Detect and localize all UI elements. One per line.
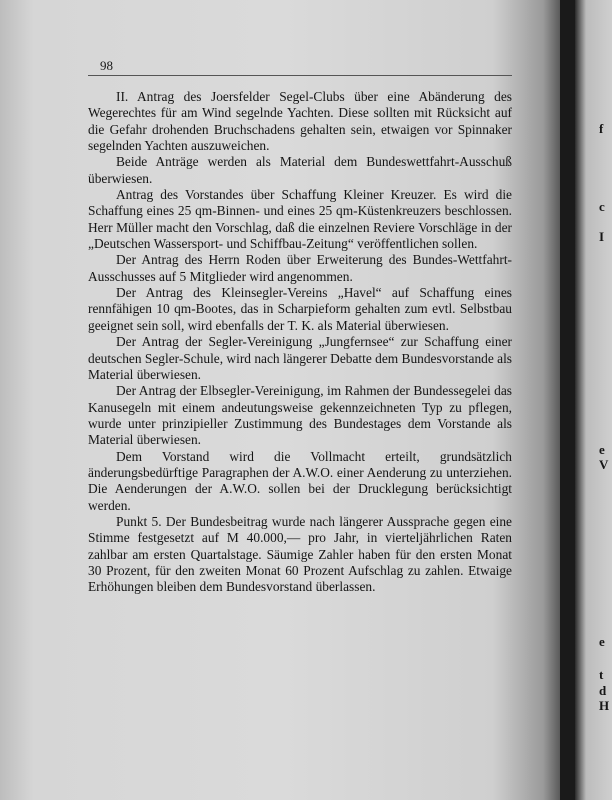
paragraph-antrag-jungfernsee: Der Antrag der Segler-Vereinigung „Jungfernsee“ zur Schaffung einer deutschen Segler-Schule, wird nach längerer Debatte dem Bundesvorstande als Material überwiesen. (88, 334, 512, 382)
body-text (88, 89, 512, 596)
facing-page-letter: c (599, 199, 605, 214)
paragraph-vollmacht: Dem Vorstand wird die Vollmacht erteilt, grundsätzlich änderungsbedürftige Paragraphen der A.W.O. einer Aenderung zu unterziehen. Die Aenderungen der A.W.O. sollen bei der Drucklegung berücksichtigt werden. (88, 448, 512, 513)
facing-page-letter: I (599, 229, 605, 244)
facing-page-letter: V (599, 457, 609, 472)
facing-page-letter: t (599, 667, 604, 682)
facing-page-letter: e (599, 442, 605, 457)
facing-page-letter: H (599, 698, 610, 713)
paragraph-punkt-5: Punkt 5. Der Bundesbeitrag wurde nach längerer Aussprache gegen eine Stimme festgesetzt auf M 40.000,— pro Jahr, in vierteljährlichen Raten zahlbar am ersten Quartalstage. Säumige Zahler haben für den ersten Monat 30 Prozent, für den zweiten Monat 60 Prozent Aufschlag zu zahlen. Etwaige Erhöhungen bleiben dem Bundesvorstand überlassen. (88, 513, 512, 595)
page-number: 98 (100, 58, 113, 73)
facing-page-letter: f (599, 121, 604, 136)
facing-page-edge (575, 0, 612, 800)
paragraph-antrag-havel: Der Antrag des Kleinsegler-Vereins „Havel“ auf Schaffung eines rennfähigen 10 qm-Bootes, das in Scharpieform gehalten zum evtl. Selbstbau geeignet sein soll, wird ebenfalls der T. K. als Material überwiesen. (88, 285, 512, 333)
paragraph-beide-antraege: Beide Anträge werden als Material dem Bundeswettfahrt-Ausschuß überwiesen. (88, 154, 512, 186)
paragraph-antrag-joersfelder: II. Antrag des Joersfelder Segel-Clubs über eine Abänderung des Wegerechtes für am Wind segelnde Yachten. Diese sollten mit Rücksicht auf die Gefahr drohenden Bruchschadens gehalten sein, etwaigen vor Spinnaker segelnden Yachten auszuweichen. (88, 89, 512, 154)
paragraph-kleiner-kreuzer: Antrag des Vorstandes über Schaffung Kleiner Kreuzer. Es wird die Schaffung eines 25 qm-Binnen- und eines 25 qm-Küstenkreuzers beschlossen. Herr Müller macht den Vorschlag, daß die einzelnen Reviere Vorschläge in der „Deutschen Wassersport- und Schiffbau-Zeitung“ veröffentlichen sollen. (88, 187, 512, 252)
paragraph-antrag-elbsegler: Der Antrag der Elbsegler-Vereinigung, im Rahmen der Bundessegelei das Kanusegeln mit einem andeutungsweise gekennzeichneten Typ zu pflegen, wurde unter prinzipieller Zustimmung des Bundestages dem Vorstande als Material überwiesen. (88, 383, 512, 448)
paragraph-antrag-roden: Der Antrag des Herrn Roden über Erweiterung des Bundes-Wettfahrt-Ausschusses auf 5 Mitglieder wird angenommen. (88, 252, 512, 284)
facing-page-letter: d (599, 683, 607, 698)
facing-page-letter: e (599, 634, 605, 649)
header-rule (88, 75, 512, 76)
